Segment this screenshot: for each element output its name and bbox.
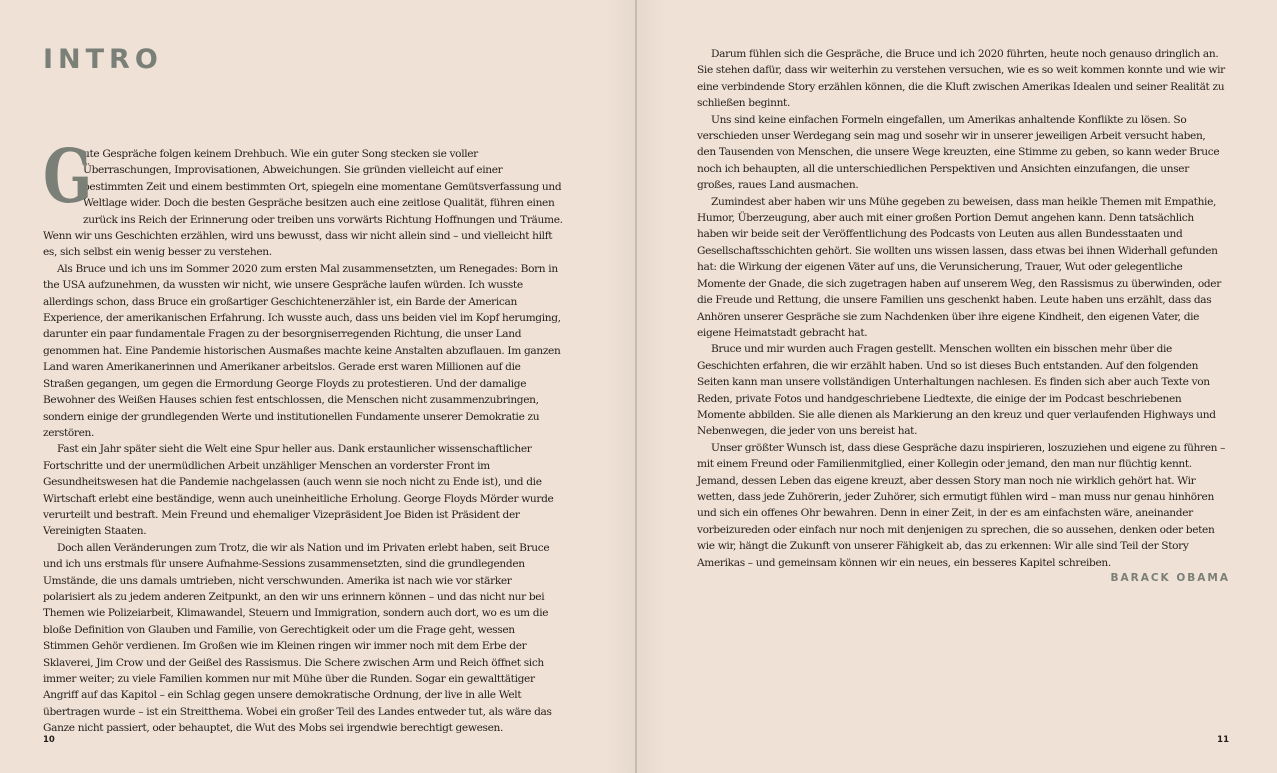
paragraph-6: Uns sind keine einfachen Formeln eingefallen, um Amerikas anhaltende Konflikte zu lösen. So verschieden unser Werdegang sein mag und sosehr wir in unserer jeweiligen Arbeit versucht haben, den Tausenden von Menschen, die unsere Wege kreuzten, eine Stimme zu geben, so kann weder Bruce noch ich behaupten, all die unterschiedlichen Perspektiven und Ansichten einzufangen, die unser großes, raues Land ausmachen.	[697, 113, 1220, 192]
paragraph-1	[43, 134, 563, 261]
paragraph-1-text: ute Gespräche folgen keinem Drehbuch. Wie ein guter Song stecken sie voller Überraschungen, Improvisationen, Abweichungen. Sie gründen vielleicht auf einer bestimmten Zeit und einem bestimmten Ort, spiegeln eine momentane Gemütsverfassung und Weltlage wider. Doch die besten Gespräche besitzen auch eine zeitlose Qualität, führen einen zurück ins Reich der Erinnerung oder treiben uns vorwärts Richtung Hoffnungen und Träume. Wenn wir uns Geschichten erzählen, wird uns bewusst, dass wir nicht allein sind – und vielleicht hilft es, sich selbst ein wenig besser zu verstehen.	[43, 148, 563, 259]
page-number-left: 10	[43, 735, 55, 745]
page-number-right: 11	[1217, 735, 1229, 745]
drop-cap: G	[43, 134, 93, 220]
right-text-column	[697, 46, 1227, 571]
paragraph-3: Fast ein Jahr später sieht die Welt eine Spur heller aus. Dank erstaunlicher wissenschaftlicher Fortschritte und der unermüdlichen Arbeit unzähliger Menschen an vorderster Front im Gesundheitswesen hat die Pandemie nachgelassen (auch wenn sie noch nicht zu Ende ist), und die Wirtschaft erlebt eine beständige, wenn auch uneinheitliche Erholung. George Floyds Mörder wurde verurteilt und bestraft. Mein Freund und ehemaliger Vizepräsident Joe Biden ist Präsident der Vereinigten Staaten.	[43, 443, 554, 538]
left-text-column	[43, 134, 563, 737]
paragraph-8: Bruce und mir wurden auch Fragen gestellt. Menschen wollten ein bisschen mehr über die Geschichten erfahren, die wir erzählt haben. Und so ist dieses Buch entstanden. Auf den folgenden Seiten kann man unsere vollständigen Unterhaltungen nachlesen. Es finden sich aber auch Texte von Reden, private Fotos und handgeschriebene Liedtexte, die einige der im Podcast beschriebenen Momente abbilden. Sie alle dienen als Markierung an den kreuz und quer verlaufenden Highways und Nebenwegen, die jeder von uns bereist hat.	[697, 343, 1216, 438]
paragraph-2: Als Bruce und ich uns im Sommer 2020 zum ersten Mal zusammensetzten, um Renegades: Born in the USA aufzunehmen, da wussten wir nicht, wie unsere Gespräche laufen würden. Ich wusste allerdings schon, dass Bruce ein großartiger Geschichtenerzähler ist, ein Barde der American Experience, der amerikanischen Erfahrung. Ich wusste auch, dass uns beiden viel im Kopf herumging, darunter ein paar fundamentale Fragen zu der besorgniserregenden Richtung, die unser Land genommen hat. Eine Pandemie historischen Ausmaßes machte keine Anstalten abzuflauen. Im ganzen Land waren Amerikanerinnen und Amerikaner arbeitslos. Gerade erst waren Millionen auf die Straßen gegangen, um gegen die Ermordung George Floyds zu protestieren. Und der damalige Bewohner des Weißen Hauses schien fest entschlossen, die Menschen nicht zusammenzubringen, sondern einige der grundlegenden Werte und institutionellen Fundamente unserer Demokratie zu zerstören.	[43, 262, 561, 439]
paragraph-7: Zumindest aber haben wir uns Mühe gegeben zu beweisen, dass man heikle Themen mit Empathie, Humor, Überzeugung, aber auch mit einer großen Portion Demut angehen kann. Denn tatsächlich haben wir beide seit der Veröffentlichung des Podcasts von Leuten aus allen Bundesstaaten und Gesellschaftsschichten gehört. Sie wollten uns wissen lassen, dass etwas bei ihnen Widerhall gefunden hat: die Wirkung der eigenen Väter auf uns, die Verunsicherung, Trauer, Wut oder gelegentliche Momente der Gnade, die sich zugetragen haben auf unserem Weg, den Rassismus zu überwinden, oder die Freude und Rettung, die unsere Familien uns geschenkt haben. Leute haben uns erzählt, dass das Anhören unserer Gespräche sie zum Nachdenken über ihre eigene Kindheit, den eigenen Vater, die eigene Heimatstadt gebracht hat.	[697, 195, 1221, 339]
paragraph-5: Darum fühlen sich die Gespräche, die Bruce und ich 2020 führten, heute noch genauso dringlich an. Sie stehen dafür, dass wir weiterhin zu verstehen versuchen, wie es so weit kommen konnte und wie wir eine verbindende Story erzählen können, die die Kluft zwischen Amerikas Idealen und seiner Realität zu schließen beginnt.	[697, 48, 1225, 110]
paragraph-9: Unser größter Wunsch ist, dass diese Gespräche dazu inspirieren, loszuziehen und eigene zu führen – mit einem Freund oder Familienmitglied, einer Kollegin oder jemand, den man nur flüchtig kennt. Jemand, dessen Leben das eigene kreuzt, aber dessen Story man noch nie wirklich gehört hat. Wir wetten, dass jede Zuhörerin, jeder Zuhörer, sich ermutigt fühlen wird – man muss nur genau hinhören und sich ein offenes Ohr bewahren. Denn in einer Zeit, in der es am einfachsten wäre, aneinander vorbeizureden oder einfach nur noch mit denjenigen zu sprechen, die so aussehen, denken oder beten wie wir, hängt die Zukunft von unserer Fähigkeit ab, das zu erkennen: Wir alle sind Teil der Story Amerikas – und gemeinsam können wir ein neues, ein besseres Kapitel schreiben.	[697, 441, 1226, 569]
left-page	[0, 0, 636, 773]
author-signature: BARACK OBAMA	[1110, 572, 1230, 584]
page-title: INTRO	[43, 44, 163, 75]
paragraph-4: Doch allen Veränderungen zum Trotz, die wir als Nation und im Privaten erlebt haben, seit Bruce und ich uns erstmals für unsere Aufnahme-Sessions zusammensetzten, sind die grundlegenden Umstände, die uns damals umtrieben, nicht verschwunden. Amerika ist nach wie vor stärker polarisiert als zu jedem anderen Zeitpunkt, an den wir uns erinnern können – und das nicht nur bei Themen wie Polizeiarbeit, Klimawandel, Steuern und Immigration, sondern auch dort, wo es um die bloße Definition von Glauben und Familie, von Gerechtigkeit oder um die Frage geht, wessen Stimmen Gehör verdienen. Im Großen wie im Kleinen ringen wir immer noch mit dem Erbe der Sklaverei, Jim Crow und der Geißel des Rassismus. Die Schere zwischen Arm und Reich öffnet sich immer weiter; zu viele Familien kommen nur mit Mühe über die Runden. Sogar ein gewalttätiger Angriff auf das Kapitol – ein Schlag gegen unsere demokratische Ordnung, der live in alle Welt übertragen wurde – ist ein Streitthema. Wobei ein großer Teil des Landes entweder tut, als wäre das Ganze nicht passiert, oder behauptet, die Wut des Mobs sei irgendwie berechtigt gewesen.	[43, 541, 552, 735]
